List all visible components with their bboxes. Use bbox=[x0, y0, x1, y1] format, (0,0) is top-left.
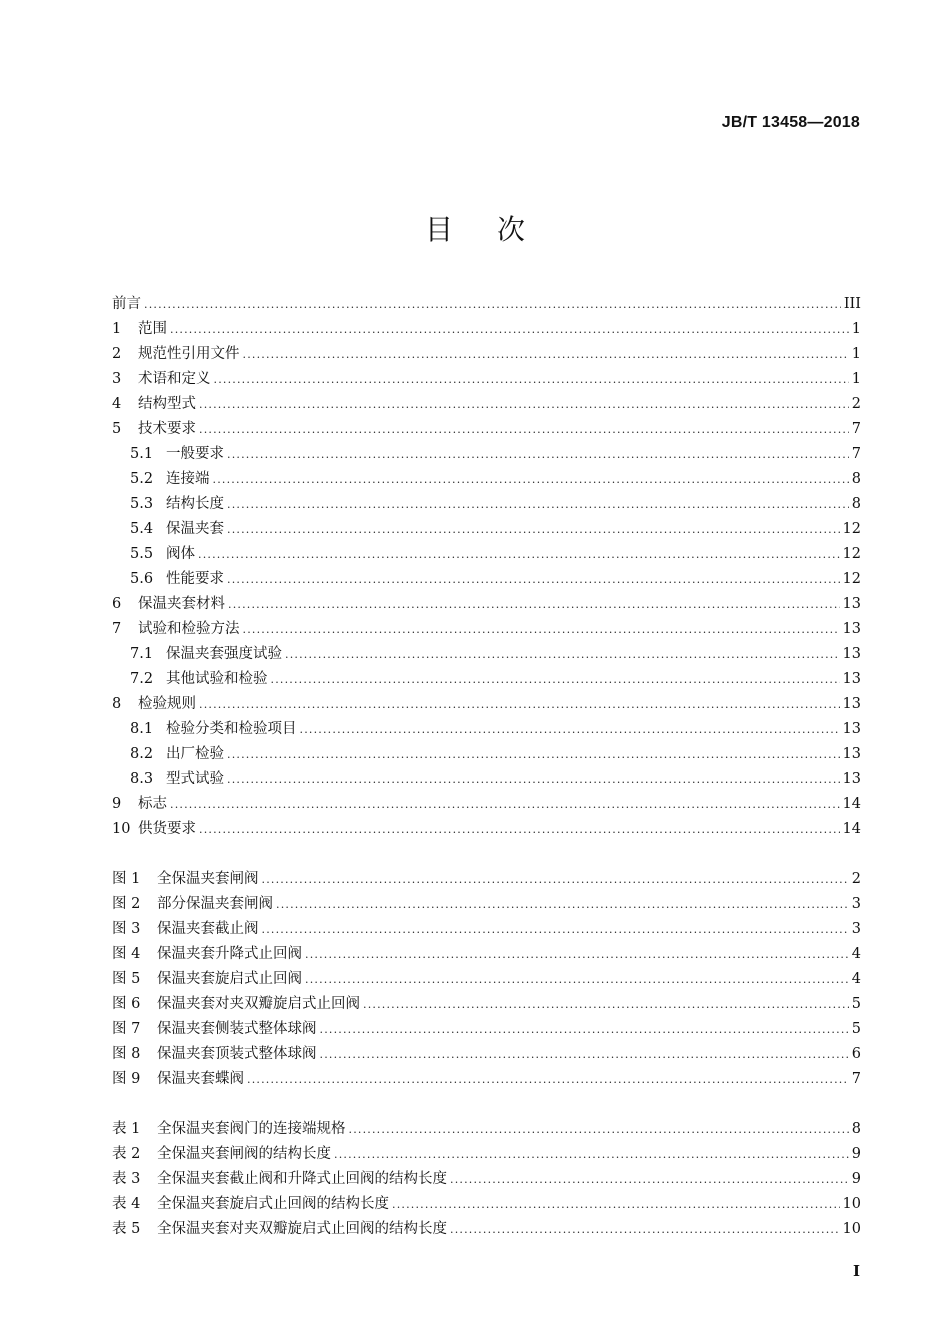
toc-entry-label: 全保温夹套对夹双瓣旋启式止回阀的结构长度 bbox=[157, 1221, 447, 1237]
toc-entry-label: 阀体 bbox=[166, 546, 195, 562]
toc-entry-page: 5 bbox=[851, 1021, 861, 1037]
page-number: I bbox=[852, 1262, 860, 1280]
toc-entry[interactable] bbox=[112, 542, 861, 567]
toc-entry[interactable] bbox=[112, 567, 861, 592]
toc-entry-page: 13 bbox=[842, 671, 861, 687]
toc-entry-page: 13 bbox=[842, 621, 861, 637]
toc-entry[interactable] bbox=[112, 667, 861, 692]
toc-entry-label: 部分保温夹套闸阀 bbox=[157, 896, 273, 912]
toc-entry[interactable] bbox=[112, 592, 861, 617]
toc-entry-number: 图 7 bbox=[112, 1021, 141, 1037]
toc-entry[interactable] bbox=[112, 892, 861, 917]
dot-leader bbox=[227, 442, 849, 467]
toc-entry-page: III bbox=[843, 296, 861, 312]
dot-leader bbox=[170, 317, 849, 342]
toc-entry-number: 表 4 bbox=[112, 1196, 141, 1212]
toc-entry-number: 8.3 bbox=[130, 771, 154, 787]
toc-entry-label: 保温夹套顶装式整体球阀 bbox=[157, 1046, 317, 1062]
toc-entry-number: 1 bbox=[112, 321, 122, 337]
dot-leader bbox=[247, 1067, 849, 1092]
dot-leader bbox=[198, 542, 840, 567]
toc-entry-page: 4 bbox=[851, 971, 861, 987]
toc-entry-page: 12 bbox=[842, 571, 861, 587]
dot-leader bbox=[320, 1042, 849, 1067]
toc-entry[interactable] bbox=[112, 967, 861, 992]
dot-leader bbox=[144, 292, 841, 317]
figure-list bbox=[112, 867, 861, 1092]
toc-entry-number: 图 6 bbox=[112, 996, 141, 1012]
toc-entry-page: 9 bbox=[851, 1146, 861, 1162]
toc-entry-label: 保温夹套对夹双瓣旋启式止回阀 bbox=[157, 996, 360, 1012]
toc-entry[interactable] bbox=[112, 792, 861, 817]
dot-leader bbox=[262, 867, 849, 892]
toc-entry-page: 7 bbox=[851, 446, 861, 462]
toc-entry-number: 7.1 bbox=[130, 646, 154, 662]
toc-entry-number: 5 bbox=[112, 421, 122, 437]
toc-entry-page: 8 bbox=[851, 471, 861, 487]
toc-entry-number: 5.3 bbox=[130, 496, 154, 512]
toc-entry-label: 范围 bbox=[138, 321, 167, 337]
toc-entry-label: 检验分类和检验项目 bbox=[166, 721, 297, 737]
dot-leader bbox=[450, 1217, 840, 1242]
toc-entry-page: 1 bbox=[851, 321, 861, 337]
dot-leader bbox=[227, 517, 840, 542]
toc-entry[interactable] bbox=[112, 492, 861, 517]
toc-entry-label: 结构长度 bbox=[166, 496, 224, 512]
toc-entry-number: 5.5 bbox=[130, 546, 154, 562]
toc-entry-number: 4 bbox=[112, 396, 122, 412]
toc-entry[interactable] bbox=[112, 442, 861, 467]
toc-entry-number: 表 3 bbox=[112, 1171, 141, 1187]
toc-entry-label: 保温夹套 bbox=[166, 521, 224, 537]
toc-entry[interactable] bbox=[112, 367, 861, 392]
dot-leader bbox=[227, 567, 840, 592]
dot-leader bbox=[305, 967, 849, 992]
toc-entry-number: 表 2 bbox=[112, 1146, 141, 1162]
spacer bbox=[112, 1092, 861, 1117]
toc-entry[interactable] bbox=[112, 642, 861, 667]
toc-entry-number: 图 4 bbox=[112, 946, 141, 962]
toc-entry[interactable] bbox=[112, 942, 861, 967]
toc-entry[interactable] bbox=[112, 742, 861, 767]
toc-entry-page: 14 bbox=[842, 796, 861, 812]
toc-entry[interactable] bbox=[112, 1042, 861, 1067]
toc-entry[interactable] bbox=[112, 467, 861, 492]
page-title: 目次 bbox=[424, 213, 569, 246]
toc-entry[interactable] bbox=[112, 817, 861, 842]
toc-entry[interactable] bbox=[112, 1017, 861, 1042]
toc-entry-page: 8 bbox=[851, 496, 861, 512]
toc-entry-label: 结构型式 bbox=[138, 396, 196, 412]
toc-entry[interactable] bbox=[112, 617, 861, 642]
toc-entry-label: 型式试验 bbox=[166, 771, 224, 787]
toc-entry-number: 9 bbox=[112, 796, 122, 812]
toc-entry-label: 连接端 bbox=[166, 471, 210, 487]
toc-entry[interactable] bbox=[112, 517, 861, 542]
toc-entry-number: 表 1 bbox=[112, 1121, 141, 1137]
toc-entry-page: 12 bbox=[842, 521, 861, 537]
toc-entry-label: 保温夹套侧装式整体球阀 bbox=[157, 1021, 317, 1037]
toc-entry-label: 全保温夹套截止阀和升降式止回阀的结构长度 bbox=[157, 1171, 447, 1187]
toc-entry[interactable] bbox=[112, 392, 861, 417]
toc-entry-label: 出厂检验 bbox=[166, 746, 224, 762]
table-list bbox=[112, 1117, 861, 1242]
dot-leader bbox=[228, 592, 840, 617]
toc-entry-label: 全保温夹套闸阀 bbox=[157, 871, 259, 887]
toc-entry[interactable] bbox=[112, 717, 861, 742]
dot-leader bbox=[276, 892, 849, 917]
toc-entry-label: 保温夹套截止阀 bbox=[157, 921, 259, 937]
toc-entry-page: 13 bbox=[842, 696, 861, 712]
toc-entry-number: 6 bbox=[112, 596, 122, 612]
toc-entry-label: 技术要求 bbox=[138, 421, 196, 437]
dot-leader bbox=[349, 1117, 849, 1142]
dot-leader bbox=[199, 692, 840, 717]
section-list bbox=[112, 292, 861, 842]
toc-entry-page: 7 bbox=[851, 1071, 861, 1087]
dot-leader bbox=[227, 492, 849, 517]
toc-entry-page: 7 bbox=[851, 421, 861, 437]
toc-entry-page: 14 bbox=[842, 821, 861, 837]
dot-leader bbox=[363, 992, 849, 1017]
toc-entry-page: 10 bbox=[842, 1221, 861, 1237]
toc-entry-page: 10 bbox=[842, 1196, 861, 1212]
dot-leader bbox=[450, 1167, 849, 1192]
toc-entry-page: 13 bbox=[842, 596, 861, 612]
toc-entry-page: 13 bbox=[842, 721, 861, 737]
toc-entry-number: 7.2 bbox=[130, 671, 154, 687]
toc-entry-number: 图 2 bbox=[112, 896, 141, 912]
dot-leader bbox=[271, 667, 840, 692]
toc-entry-page: 5 bbox=[851, 996, 861, 1012]
toc-entry[interactable] bbox=[112, 342, 861, 367]
toc-entry-page: 12 bbox=[842, 546, 861, 562]
toc-entry[interactable] bbox=[112, 867, 861, 892]
toc-entry-page: 9 bbox=[851, 1171, 861, 1187]
toc-entry-label: 规范性引用文件 bbox=[138, 346, 240, 362]
dot-leader bbox=[170, 792, 840, 817]
toc-entry-page: 13 bbox=[842, 771, 861, 787]
toc-entry[interactable] bbox=[112, 417, 861, 442]
toc-entry-label: 保温夹套升降式止回阀 bbox=[157, 946, 302, 962]
dot-leader bbox=[334, 1142, 849, 1167]
toc-entry[interactable] bbox=[112, 317, 861, 342]
toc-entry[interactable] bbox=[112, 992, 861, 1017]
toc-entry-number: 5.2 bbox=[130, 471, 154, 487]
dot-leader bbox=[305, 942, 849, 967]
toc-entry-label: 一般要求 bbox=[166, 446, 224, 462]
toc-entry-number: 图 3 bbox=[112, 921, 141, 937]
toc-entry-number: 7 bbox=[112, 621, 122, 637]
dot-leader bbox=[320, 1017, 849, 1042]
dot-leader bbox=[199, 817, 840, 842]
toc-entry-label: 保温夹套材料 bbox=[138, 596, 225, 612]
toc-entry-number: 表 5 bbox=[112, 1221, 141, 1237]
toc-entry-label: 全保温夹套闸阀的结构长度 bbox=[157, 1146, 331, 1162]
toc-entry-label: 性能要求 bbox=[166, 571, 224, 587]
toc-entry-number: 3 bbox=[112, 371, 122, 387]
toc-entry-number: 8 bbox=[112, 696, 122, 712]
dot-leader bbox=[213, 467, 849, 492]
toc-entry[interactable] bbox=[112, 917, 861, 942]
toc-entry-label: 保温夹套强度试验 bbox=[166, 646, 282, 662]
toc-entry-page: 3 bbox=[851, 921, 861, 937]
standard-number: JB/T 13458—2018 bbox=[721, 114, 860, 131]
toc-entry-number: 图 9 bbox=[112, 1071, 141, 1087]
table-of-contents bbox=[112, 292, 861, 1242]
toc-entry-label: 保温夹套蝶阀 bbox=[157, 1071, 244, 1087]
toc-entry-label: 检验规则 bbox=[138, 696, 196, 712]
toc-entry-label: 保温夹套旋启式止回阀 bbox=[157, 971, 302, 987]
toc-entry[interactable] bbox=[112, 1167, 861, 1192]
toc-entry-number: 图 5 bbox=[112, 971, 141, 987]
dot-leader bbox=[285, 642, 840, 667]
toc-entry-page: 3 bbox=[851, 896, 861, 912]
toc-entry[interactable] bbox=[112, 1117, 861, 1142]
dot-leader bbox=[199, 417, 849, 442]
toc-entry[interactable] bbox=[112, 1217, 861, 1242]
toc-entry-page: 2 bbox=[851, 871, 861, 887]
dot-leader bbox=[227, 767, 840, 792]
toc-entry-number: 5.6 bbox=[130, 571, 154, 587]
dot-leader bbox=[243, 342, 849, 367]
toc-entry-label: 标志 bbox=[138, 796, 167, 812]
dot-leader bbox=[392, 1192, 840, 1217]
toc-entry[interactable] bbox=[112, 1142, 861, 1167]
toc-entry[interactable] bbox=[112, 292, 861, 317]
toc-entry-page: 8 bbox=[851, 1121, 861, 1137]
toc-entry-number: 图 1 bbox=[112, 871, 141, 887]
toc-entry-number: 5.1 bbox=[130, 446, 154, 462]
toc-entry-label: 供货要求 bbox=[138, 821, 196, 837]
toc-entry-number: 8.1 bbox=[130, 721, 154, 737]
dot-leader bbox=[262, 917, 849, 942]
toc-entry-page: 13 bbox=[842, 746, 861, 762]
toc-entry-page: 6 bbox=[851, 1046, 861, 1062]
toc-entry-number: 10 bbox=[112, 821, 131, 837]
toc-entry-label: 术语和定义 bbox=[138, 371, 211, 387]
toc-entry-label: 全保温夹套阀门的连接端规格 bbox=[157, 1121, 346, 1137]
toc-entry-label: 前言 bbox=[112, 296, 141, 312]
dot-leader bbox=[214, 367, 849, 392]
dot-leader bbox=[300, 717, 840, 742]
toc-entry[interactable] bbox=[112, 692, 861, 717]
toc-entry[interactable] bbox=[112, 1067, 861, 1092]
toc-entry-number: 2 bbox=[112, 346, 122, 362]
toc-entry-label: 全保温夹套旋启式止回阀的结构长度 bbox=[157, 1196, 389, 1212]
dot-leader bbox=[243, 617, 840, 642]
toc-entry-number: 图 8 bbox=[112, 1046, 141, 1062]
spacer bbox=[112, 842, 861, 867]
dot-leader bbox=[199, 392, 849, 417]
toc-entry-number: 8.2 bbox=[130, 746, 154, 762]
toc-entry-page: 2 bbox=[851, 396, 861, 412]
toc-entry-page: 1 bbox=[851, 371, 861, 387]
toc-entry-label: 试验和检验方法 bbox=[138, 621, 240, 637]
toc-entry-page: 1 bbox=[851, 346, 861, 362]
dot-leader bbox=[227, 742, 840, 767]
toc-entry-page: 13 bbox=[842, 646, 861, 662]
toc-entry-page: 4 bbox=[851, 946, 861, 962]
toc-entry-number: 5.4 bbox=[130, 521, 154, 537]
toc-entry-label: 其他试验和检验 bbox=[166, 671, 268, 687]
toc-entry[interactable] bbox=[112, 767, 861, 792]
toc-entry[interactable] bbox=[112, 1192, 861, 1217]
